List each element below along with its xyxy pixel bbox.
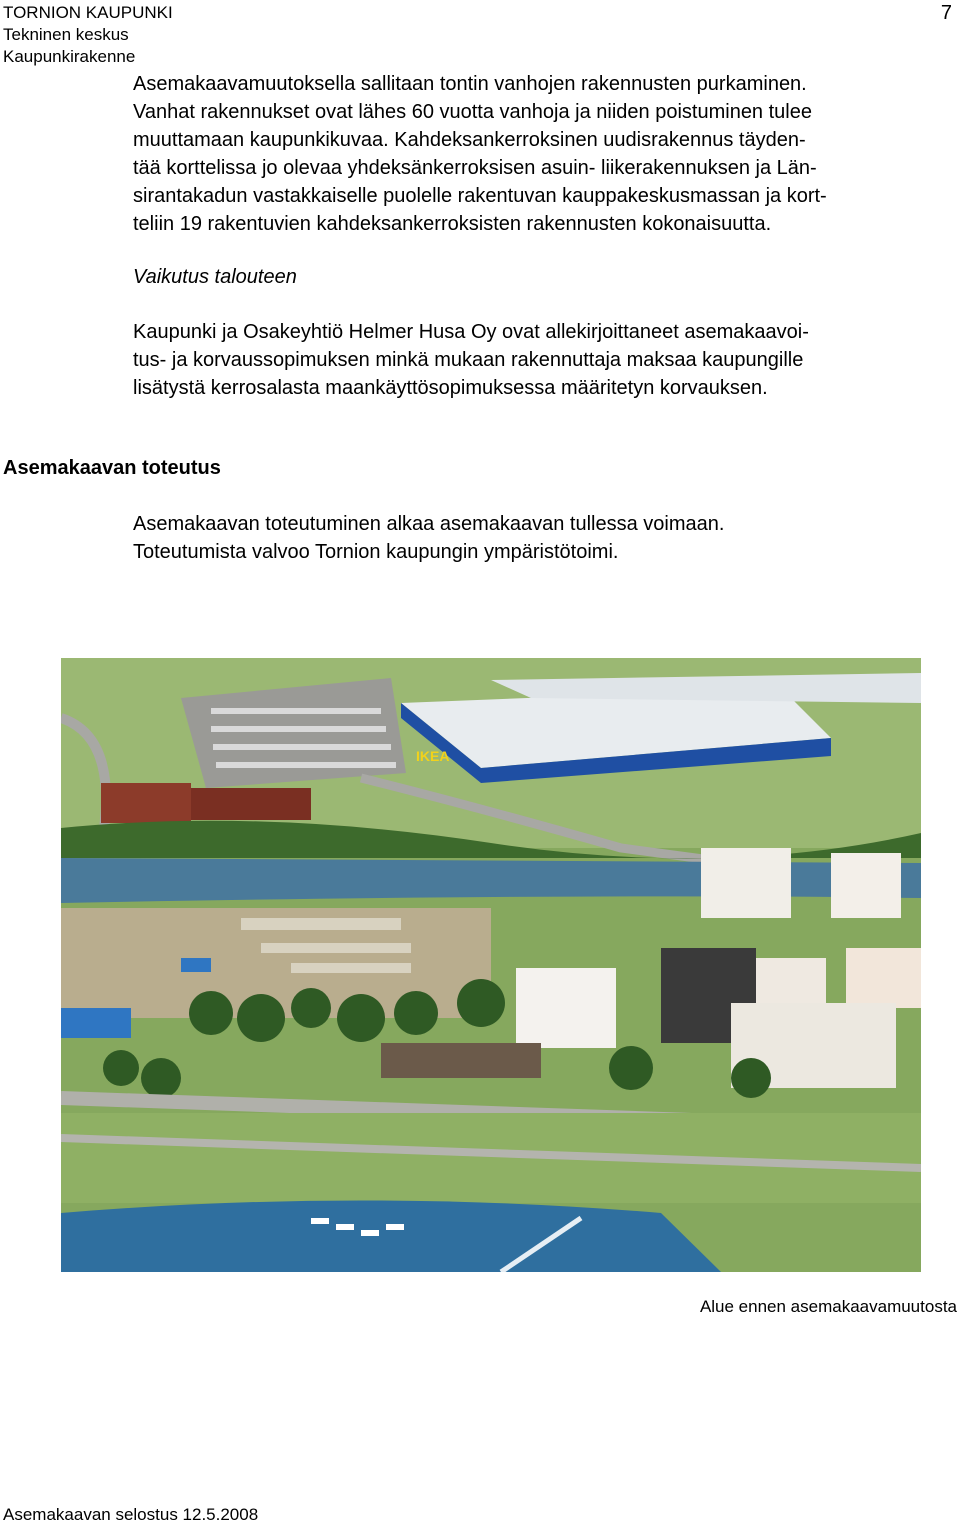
photo-caption: Alue ennen asemakaavamuutosta xyxy=(699,1297,957,1316)
aerial-photo xyxy=(61,658,921,1272)
header-unit: Kaupunkirakenne xyxy=(3,47,136,66)
header-department: Tekninen keskus xyxy=(3,25,129,44)
text-line: muuttamaan kaupunkikuvaa. Kahdeksankerroksinen uudisrakennus täyden- xyxy=(133,129,806,151)
text-line: Kaupunki ja Osakeyhtiö Helmer Husa Oy ovat allekirjoittaneet asemakaavoi- xyxy=(133,321,809,343)
aerial-photo-illustration xyxy=(61,658,921,1272)
page-number: 7 xyxy=(940,2,952,24)
text-line: lisätystä kerrosalasta maankäyttösopimuksessa määritetyn korvauksen. xyxy=(133,377,768,399)
text-line: Asemakaavan toteutuminen alkaa asemakaavan tullessa voimaan. xyxy=(133,513,725,535)
text-line: teliin 19 rakentuvien kahdeksankerroksisten rakennusten kokonaisuutta. xyxy=(133,213,772,235)
text-line: Toteutumista valvoo Tornion kaupungin ympäristötoimi. xyxy=(133,541,619,563)
document-footer: Asemakaavan selostus 12.5.2008 xyxy=(3,1505,259,1524)
paragraph-implementation xyxy=(133,510,933,566)
text-line: Vanhat rakennukset ovat lähes 60 vuotta vanhoja ja niiden poistuminen tulee xyxy=(133,101,812,123)
text-line: tus- ja korvaussopimuksen minkä mukaan rakennuttaja maksaa kaupungille xyxy=(133,349,804,371)
section-heading-implementation: Asemakaavan toteutus xyxy=(3,457,221,479)
paragraph-demolition xyxy=(133,70,933,238)
text-line: Asemakaavamuutoksella sallitaan tontin vanhojen rakennusten purkaminen. xyxy=(133,73,807,95)
text-line: tää korttelissa jo olevaa yhdeksänkerroksisen asuin- liikerakennuksen ja Län- xyxy=(133,157,817,179)
subheading-economy: Vaikutus talouteen xyxy=(133,266,297,288)
document-header xyxy=(3,2,173,68)
store-sign: IKEA xyxy=(416,748,450,764)
paragraph-agreement xyxy=(133,318,933,402)
header-organization: TORNION KAUPUNKI xyxy=(3,3,173,22)
text-line: sirantakadun vastakkaiselle puolelle rakentuvan kauppakeskusmassan ja kort- xyxy=(133,185,827,207)
